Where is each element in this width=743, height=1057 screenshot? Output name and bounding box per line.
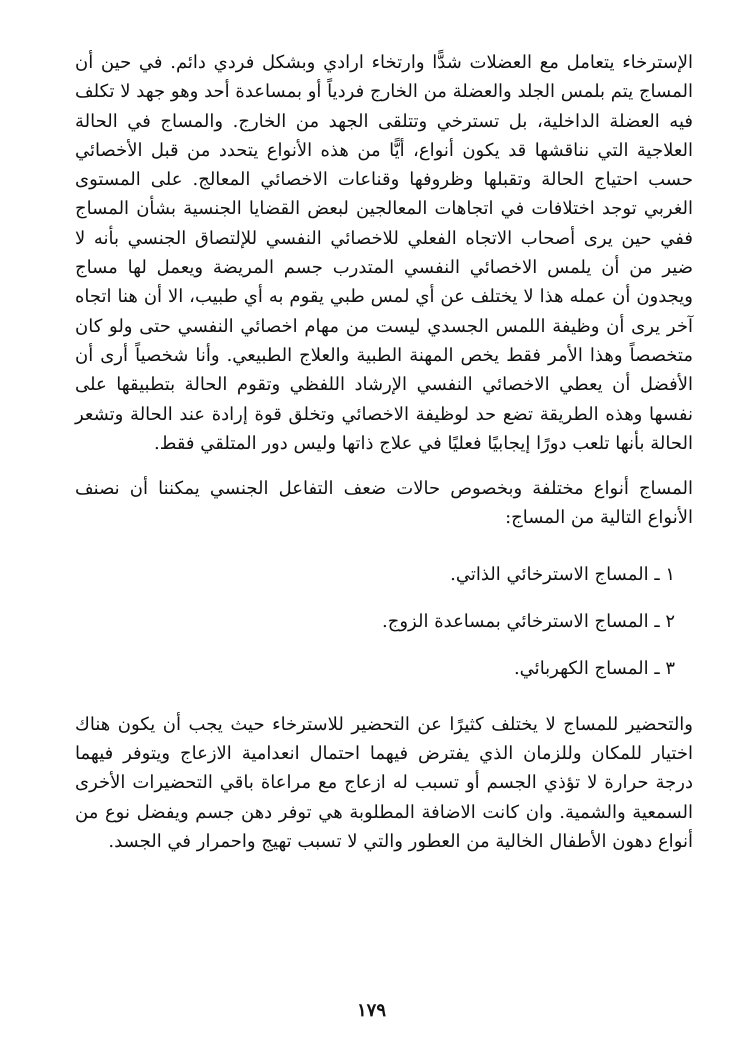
page-body	[75, 48, 693, 856]
list-item: ٢ ـ المساج الاسترخائي بمساعدة الزوج.	[382, 610, 675, 632]
massage-types-list	[75, 551, 693, 692]
list-item: ٣ ـ المساج الكهربائي.	[513, 657, 675, 679]
list-item: ١ ـ المساج الاسترخائي الذاتي.	[450, 563, 675, 585]
page-number: ١٧٩	[356, 1000, 386, 1021]
paragraph-massage-preparation: والتحضير للمساج لا يختلف كثيرًا عن التحضير للاسترخاء حيث يجب أن يكون هناك اختيار للمكان وللزمان الذي يفترض فيهما احتمال انعدامية الازعاج ويتوفر فيهما درجة حرارة لا تؤذي الجسم أو تسبب له ازعاج مع مراعاة باقي التحضيرات الأخرى السمعية والشمية. وان كانت الاضافة المطلوبة هي توفر دهن جسم ويفضل نوع من أنواع دهون الأطفال الخالية من العطور والتي لا تسبب تهيج واحمرار في الجسد.	[75, 713, 693, 852]
paragraph-relaxation-vs-massage: الإسترخاء يتعامل مع العضلات شدًّا وارتخاء ارادي وبشكل فردي دائم. في حين أن المساج يتم بلمس الجلد والعضلة من الخارج فردياً أو بمساعدة أحد وهو جهد لا تكلف فيه العضلة الداخلية، بل تسترخي وتتلقى الجهد من الخارج. والمساج في الحالة العلاجية التي نناقشها قد يكون أنواع، أيًّا من هذه الأنواع يتحدد من قبل الأخصائي حسب احتياج الحالة وتقبلها وظروفها وقناعات الاخصائي المعالج. على المستوى الغربي توجد اختلافات في اتجاهات المعالجين لبعض القضايا الجنسية بشأن المساج ففي حين يرى أصحاب الاتجاه الفعلي للاخصائي النفسي للإلتصاق الجنسي بأنه لا ضير من أن يلمس الاخصائي النفسي المتدرب جسم المريضة ويعمل لها مساج ويجدون أن عمله هذا لا يختلف عن أي لمس طبي يقوم به أي طبيب، الا أن هنا اتجاه آخر يرى أن وظيفة اللمس الجسدي ليست من مهام اخصائي النفسي حتى ولو كان متخصصاً وهذا الأمر فقط يخص المهنة الطبية والعلاج الطبيعي. وأنا شخصياً أرى أن الأفضل أن يعطي الاخصائي النفسي الإرشاد اللفظي وتقوم الحالة بتطبيقها على نفسها وهذه الطريقة تضع حد لوظيفة الاخصائي وتخلق قوة إرادة عند الحالة وتشعر الحالة بأنها تلعب دورًا إيجابيًا فعليًا في علاج ذاتها وليس دور المتلقي فقط.	[75, 52, 693, 454]
paragraph-massage-types-intro: المساج أنواع مختلفة وبخصوص حالات ضعف التفاعل الجنسي يمكننا أن نصنف الأنواع التالية من المساج:	[75, 478, 693, 529]
